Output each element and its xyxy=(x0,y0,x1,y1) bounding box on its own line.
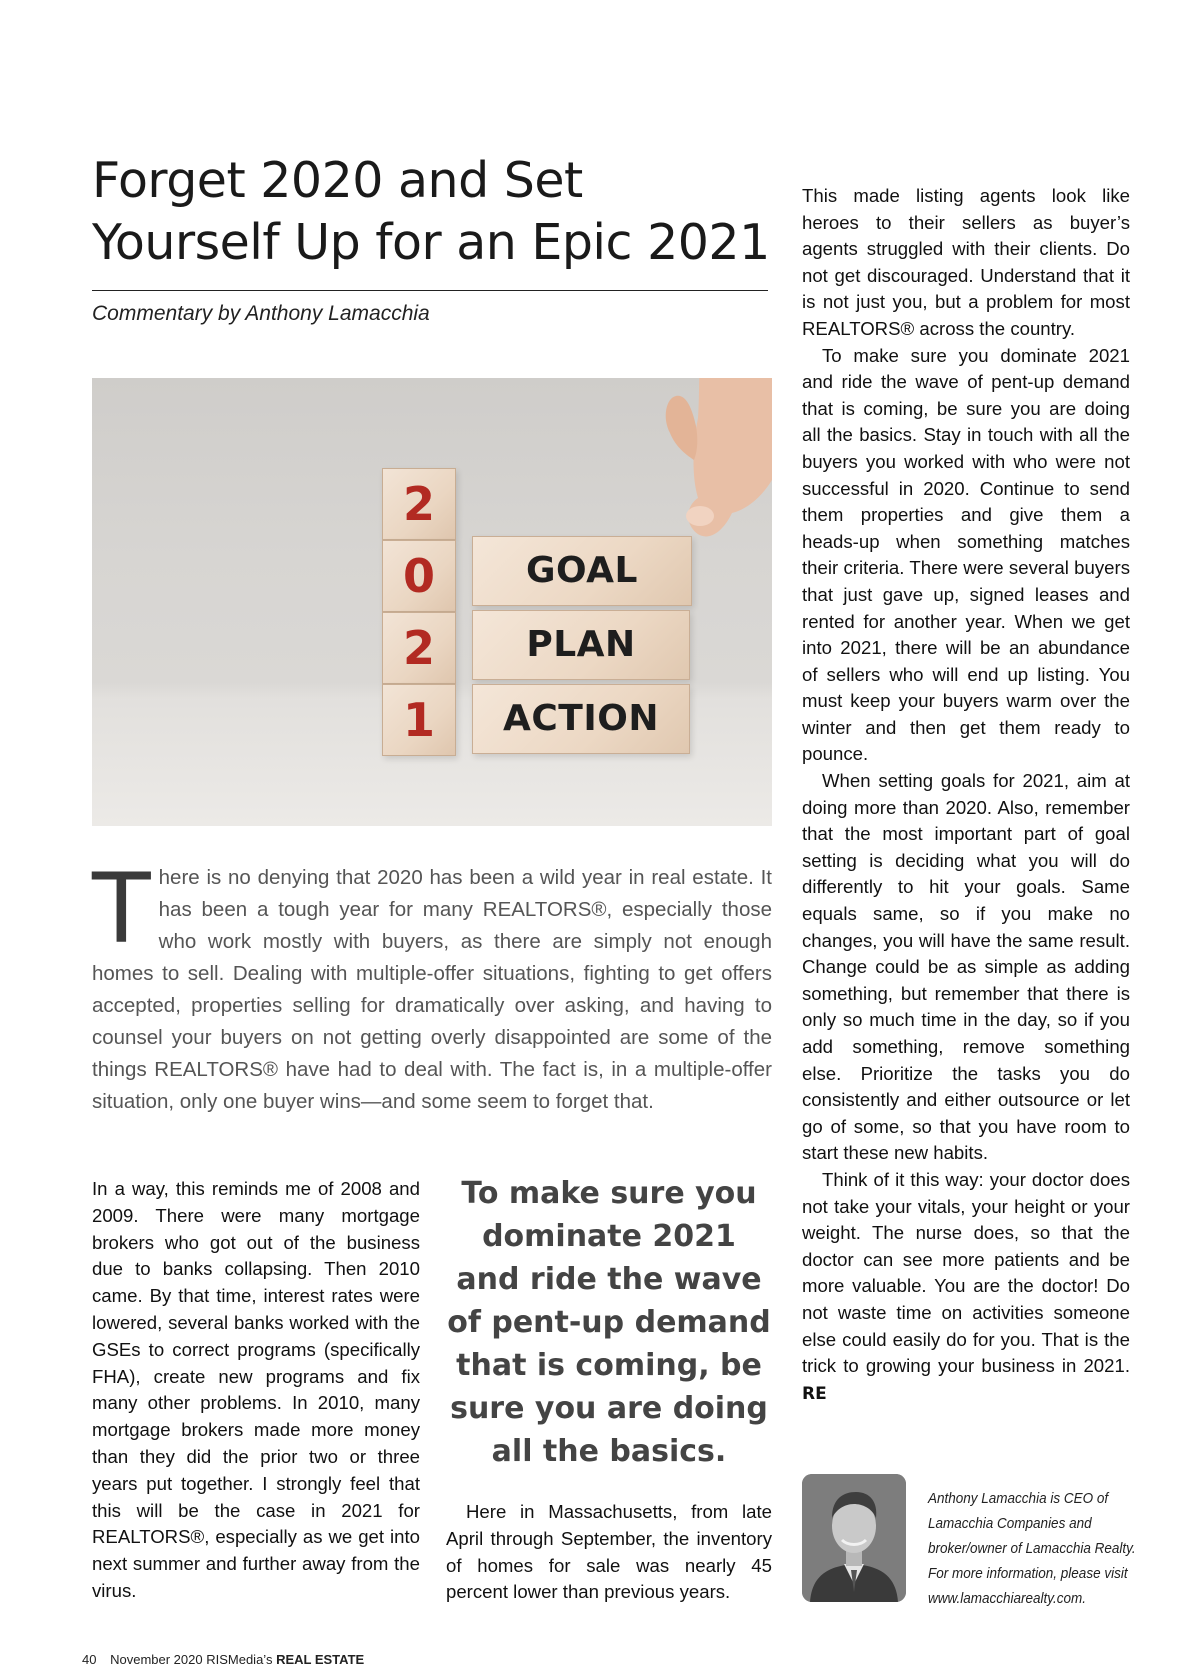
wooden-cube-digit: 0 xyxy=(382,540,456,612)
publisher-name: RISMedia’s xyxy=(206,1652,273,1667)
author-bio: Anthony Lamacchia is CEO of Lamacchia Companies and broker/owner of Lamacchia Realty. For more information, please visit www.lamacchiarealty.com. xyxy=(928,1490,1136,1607)
wooden-cube-digit: 1 xyxy=(382,684,456,756)
body-paragraph xyxy=(802,1167,1130,1407)
body-column-middle: Here in Massachusetts, from late April through September, the inventory of homes for sale was nearly 45 percent lower than previous years. xyxy=(446,1501,772,1603)
wooden-block-word: GOAL xyxy=(472,536,692,606)
wooden-block-word: PLAN xyxy=(472,610,690,680)
body-column-left: In a way, this reminds me of 2008 and 2009. There were many mortgage brokers who got out of the business due to banks collapsing. Then 2010 came. By that time, interest rates were lowered, several banks worked with the GSEs to correct programs (specifically FHA), create new programs and fix many other problems. In 2010, many mortgage brokers made more money than they did the prior two or three years put together. I strongly feel that this will be the case in 2021 for REALTORS®, especially as we get into next summer and further away from the virus. xyxy=(92,1178,420,1601)
end-mark: RE xyxy=(802,1383,827,1404)
body-paragraph: When setting goals for 2021, aim at doing more than 2020. Also, remember that the most important part of goal setting is deciding what you will do differently to hit your goals. Same equals same, so if you make no changes, you will have the same result. Change could be as simple as adding something, but remember that there is only so much time in the day, so if you add something, remove something else. Prioritize the tasks you do consistently and either outsource or let go of some, so that you have room to start these new habits. xyxy=(802,770,1130,1164)
lead-paragraph xyxy=(92,853,772,1118)
author-portrait-icon xyxy=(802,1474,906,1602)
article-photo xyxy=(92,378,772,826)
author-photo xyxy=(802,1474,906,1602)
title-divider xyxy=(92,290,768,291)
body-column-right xyxy=(802,183,1130,1407)
closing-text: Think of it this way: your doctor does not take your vitals, your height or your weight. The nurse does, so that the doctor can see more patients and be more valuable. You are the doctor! Do not waste time on activities someone else could easily do for you. That is the trick to growing your business in 2021. xyxy=(802,1168,1130,1377)
page-number: 40 xyxy=(82,1652,97,1667)
issue-date: November 2020 xyxy=(110,1652,203,1667)
article-title: Forget 2020 and Set Yourself Up for an Epic 2021 xyxy=(92,152,770,271)
pull-quote: To make sure you dominate 2021 and ride the wave of pent-up demand that is coming, be sure you are doing all the basics. xyxy=(447,1176,771,1469)
wooden-cube-digit: 2 xyxy=(382,468,456,540)
page-footer xyxy=(82,1652,364,1667)
hand-illustration xyxy=(632,378,772,568)
drop-cap: T xyxy=(92,853,151,965)
body-paragraph: To make sure you dominate 2021 and ride the wave of pent-up demand that is coming, be sure you are doing all the basics. Stay in touch with all the buyers you worked with who were not successful in 2020. Continue to send them properties and give them a heads-up when something matches their criteria. There were several buyers that just gave up, signed leases and rented for another year. When we get into 2021, there will be an abundance of sellers who will end up listing. You must keep your buyers warm over the winter and then get them ready to pounce. xyxy=(802,344,1130,765)
wooden-cube-digit: 2 xyxy=(382,612,456,684)
publication-name: REAL ESTATE xyxy=(276,1652,365,1667)
lead-text: here is no denying that 2020 has been a wild year in real estate. It has been a tough year for many REALTORS®, especially those who work mostly with buyers, as there are simply not enough homes to sell. Dealing with multiple-offer situations, fighting to get offers accepted, properties selling for dramatically over asking, and having to counsel your buyers on not getting overly disappointed are some of the things REALTORS® have had to deal with. The fact is, in a multiple-offer situation, only one buyer wins—and some seem to forget that. xyxy=(92,866,772,1113)
body-paragraph: This made listing agents look like heroes to their sellers as buyer’s agents struggled with their clients. Do not get discouraged. Understand that it is not just you, but a problem for most REALTORS® across the country. xyxy=(802,185,1130,339)
article-byline: Commentary by Anthony Lamacchia xyxy=(92,302,430,325)
wooden-block-word: ACTION xyxy=(472,684,690,754)
